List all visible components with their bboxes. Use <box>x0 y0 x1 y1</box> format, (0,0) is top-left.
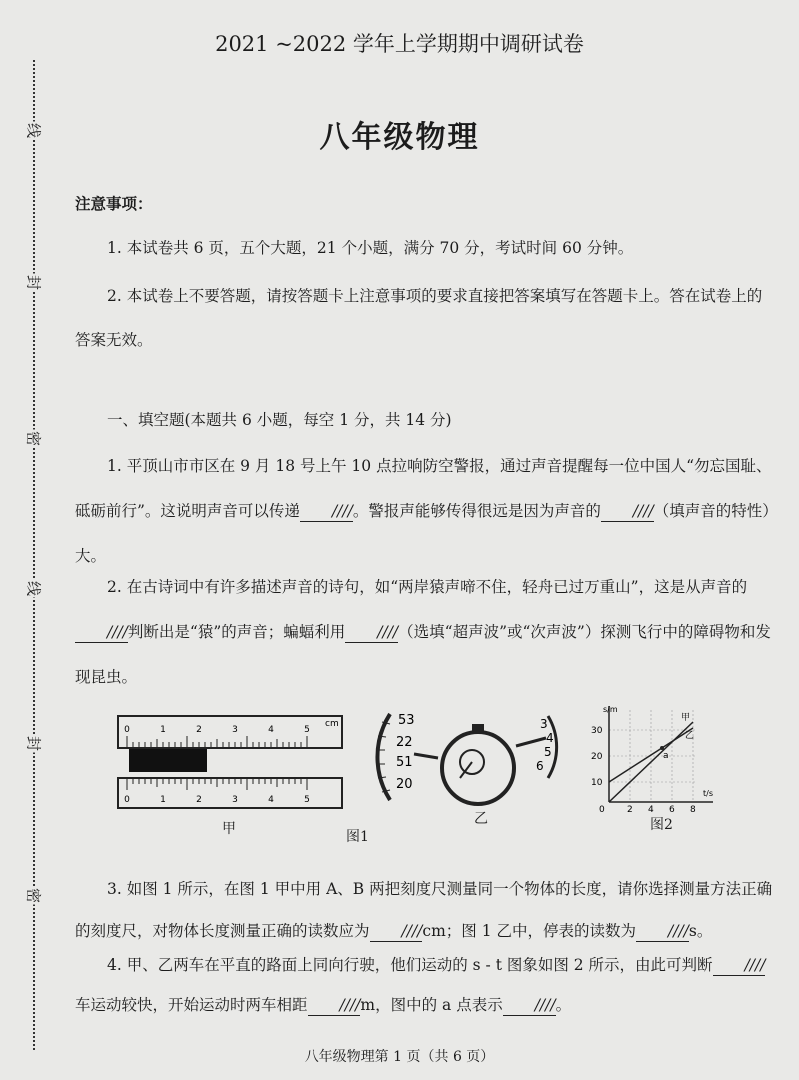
answer-blank: //// <box>308 995 361 1016</box>
measured-object <box>129 749 207 772</box>
ruler-tick-label: 1 <box>160 725 166 735</box>
series-label: 甲 <box>681 713 691 723</box>
ruler-tick-label: 3 <box>232 725 238 735</box>
dial-label: 22 <box>396 735 413 750</box>
question-text: 判断出是“猿”的声音；蝙蝠利用 <box>127 623 346 641</box>
dial-label: 3 <box>540 717 548 731</box>
binding-mark: 密 <box>24 887 43 903</box>
binding-mark: 密 <box>24 430 43 446</box>
dial-label: 51 <box>396 755 413 770</box>
y-tick-label: 30 <box>591 726 603 736</box>
dial-label: 4 <box>546 731 554 745</box>
x-tick-label: 6 <box>669 805 675 815</box>
series-yi-line <box>609 728 693 782</box>
series-label: 乙 <box>685 731 695 741</box>
y-tick-label: 20 <box>591 752 603 762</box>
question-text: 。警报声能够传得很远是因为声音的 <box>352 502 601 520</box>
y-axis-label: s/m <box>603 705 618 714</box>
answer-blank: //// <box>713 955 766 976</box>
answer-blank: //// <box>370 921 423 942</box>
ruler-tick-label: 0 <box>124 795 130 805</box>
ruler-tick-label: 2 <box>196 725 202 735</box>
x-tick-label: 4 <box>648 805 654 815</box>
question-text: s。 <box>688 922 713 940</box>
figure-label-jia: 甲 <box>222 821 236 837</box>
binding-mark: 封 <box>24 274 43 290</box>
notice-heading: 注意事项： <box>75 194 153 213</box>
question-text: m，图中的 a 点表示 <box>360 996 503 1014</box>
question-text: cm；图 1 乙中，停表的读数为 <box>422 922 637 940</box>
question-text: 车运动较快，开始运动时两车相距 <box>75 996 308 1014</box>
question-1 <box>75 444 775 579</box>
answer-blank: //// <box>345 622 398 643</box>
x-tick-label: 8 <box>690 805 696 815</box>
ruler-tick-label: 5 <box>304 795 310 805</box>
answer-blank: //// <box>300 501 353 522</box>
dial-label: 6 <box>536 759 544 773</box>
x-tick-label: 0 <box>599 805 605 815</box>
exam-title: 2021 ~2022 学年上学期期中调研试卷 <box>215 32 584 56</box>
ruler-tick-label: 4 <box>268 795 274 805</box>
question-text: 4. 甲、乙两车在平直的路面上同向行驶，他们运动的 s - t 图象如图 2 所示，由此可判断 <box>107 956 713 974</box>
stopwatch-body <box>442 732 514 804</box>
ruler-tick-label: 1 <box>160 795 166 805</box>
answer-blank: //// <box>636 921 689 942</box>
point-label: a <box>663 751 669 761</box>
ruler-tick-label: 5 <box>304 725 310 735</box>
answer-blank: //// <box>601 501 654 522</box>
page-footer: 八年级物理第 1 页（共 6 页） <box>304 1049 495 1065</box>
dial-label: 53 <box>398 713 415 728</box>
question-2 <box>75 565 775 700</box>
question-text: （填声音的特性）大。 <box>75 502 770 565</box>
ruler-tick-label: 2 <box>196 795 202 805</box>
x-tick-label: 2 <box>627 805 633 815</box>
answer-blank: //// <box>503 995 556 1016</box>
point-a <box>660 746 664 750</box>
question-text: 1. 平顶山市市区在 9 月 18 号上午 10 点拉响防空警报，通过声音提醒每一位中国人“勿忘国耻、砥砺前行”。这说明声音可以传递 <box>75 457 772 520</box>
notice-item: 2. 本试卷上不要答题，请按答题卡上注意事项的要求直接把答案填写在答题卡上。答在试卷上的答案无效。 <box>75 287 763 349</box>
question-text: 3. 如图 1 所示，在图 1 甲中用 A、B 两把刻度尺测量同一个物体的长度，请你选择测量方法正确的刻度尺，对物体长度测量正确的读数应为 <box>75 880 773 940</box>
big-dial-arc <box>377 714 390 800</box>
pointer-line <box>414 754 438 758</box>
notice-item: 1. 本试卷共 6 页，五个大题，21 个小题，满分 70 分，考试时间 60 分钟。 <box>107 239 634 257</box>
x-axis-label: t/s <box>703 789 713 798</box>
question-3 <box>75 868 775 952</box>
ruler-tick-label: 4 <box>268 725 274 735</box>
figure-label-yi: 乙 <box>474 811 488 827</box>
dial-label: 5 <box>544 745 552 759</box>
question-text: （选填“超声波”或“次声波”）探测飞行中的障碍物和发现昆虫。 <box>75 623 771 686</box>
question-text: 2. 在古诗词中有许多描述声音的诗句，如“两岸猿声啼不住，轻舟已过万重山”，这是从声音的 <box>107 578 748 596</box>
ruler-unit: cm <box>325 719 339 729</box>
binding-mark: 线 <box>24 580 43 596</box>
question-text: 。 <box>555 996 572 1014</box>
answer-blank: //// <box>75 622 128 643</box>
dial-label: 20 <box>396 777 413 792</box>
subject-title: 八年级物理 <box>319 120 480 155</box>
st-graph <box>585 700 725 818</box>
binding-mark: 封 <box>24 735 43 751</box>
stopwatch-figure <box>368 708 568 818</box>
ruler-figure <box>115 712 350 812</box>
ruler-tick-label: 0 <box>124 725 130 735</box>
ruler-tick-label: 3 <box>232 795 238 805</box>
question-4 <box>75 945 775 1025</box>
figure-caption-1: 图1 <box>346 829 369 845</box>
binding-mark: 线 <box>24 122 43 138</box>
pointer-line <box>516 738 546 746</box>
figure-caption-2: 图2 <box>650 817 673 833</box>
section-heading: 一、填空题(本题共 6 小题，每空 1 分，共 14 分) <box>107 411 452 429</box>
y-tick-label: 10 <box>591 778 603 788</box>
